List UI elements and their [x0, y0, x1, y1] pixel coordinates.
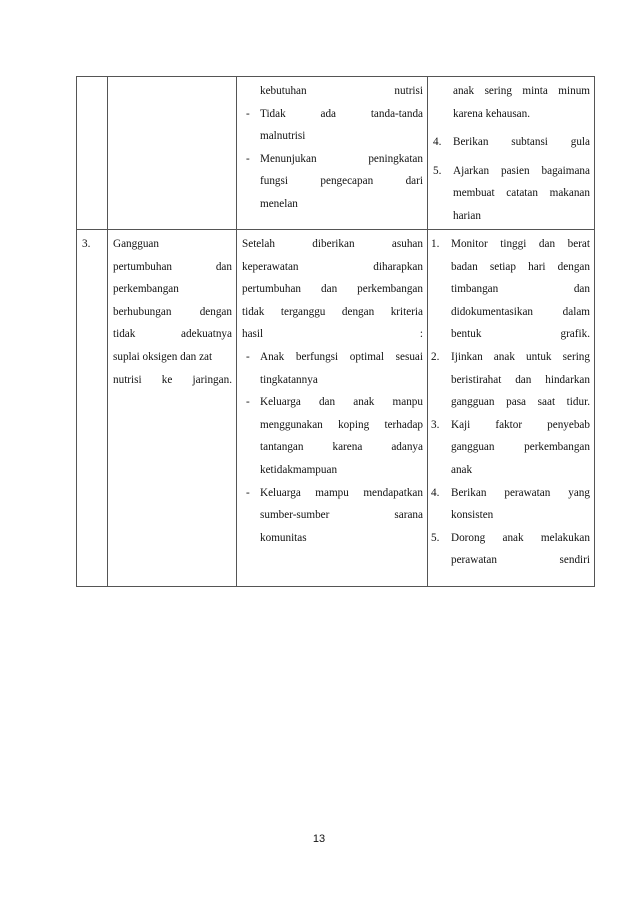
intervention-line [433, 80, 590, 103]
intervention-item [431, 346, 590, 414]
intervention-text: beristirahat dan hindarkan [451, 373, 590, 386]
outcome-line: pertumbuhan dan perkembangan [242, 283, 423, 296]
intervention-text: gangguan pasa saat tidur. [451, 396, 590, 409]
outcome-cell [237, 230, 428, 587]
intervention-text: Monitor tinggi dan berat [451, 238, 590, 250]
intervention-text: anak [451, 463, 473, 476]
outcome-criterion-line: ketidakmampuan [260, 463, 338, 476]
intervention-text: harian [453, 209, 481, 222]
outcome-line: keperawatan diharapkan [242, 260, 423, 273]
table-row [77, 77, 595, 230]
intervention-text: konsisten [451, 509, 494, 522]
outcome-cell [237, 77, 428, 230]
diagnosis-line: nutrisi ke jaringan. [113, 373, 232, 386]
diagnosis-line: pertumbuhan dan [113, 260, 232, 273]
diagnosis-line: tidak adekuatnya [113, 328, 232, 341]
intervention-text: timbangan dan [451, 283, 590, 296]
row-number: 3. [82, 238, 91, 250]
outcome-line: menelan [260, 197, 298, 210]
intervention-line [433, 182, 590, 205]
list-number: 5. [433, 164, 442, 177]
list-number: 1. [431, 238, 440, 250]
list-number: 4. [431, 486, 440, 499]
outcome-line: hasil : [242, 328, 423, 341]
intervention-line [433, 205, 590, 228]
intervention-item [431, 414, 590, 482]
intervention-text: gangguan perkembangan [451, 441, 590, 454]
intervention-text: badan setiap hari dengan [451, 260, 590, 273]
page-number: 13 [312, 833, 326, 845]
intervention-text: perawatan sendiri [451, 554, 590, 567]
intervention-text: Kaji faktor penyebab [451, 418, 590, 431]
outcome-line: kebutuhan nutrisi [260, 85, 423, 97]
diagnosis-line: Gangguan [113, 238, 159, 250]
outcome-line: fungsi pengecapan dari [260, 175, 423, 188]
list-number: 5. [431, 531, 440, 544]
intervention-text: bentuk grafik. [451, 328, 590, 341]
list-number: 4. [433, 136, 442, 149]
nursing-care-plan-table [76, 76, 595, 587]
intervention-text: Dorong anak melakukan [451, 531, 590, 544]
outcome-criterion-line: tingkatannya [260, 373, 318, 386]
number-cell [77, 230, 108, 587]
table-row [77, 230, 595, 587]
intervention-line [433, 103, 590, 126]
intervention-line [433, 160, 590, 183]
intervention-item [431, 482, 590, 527]
outcome-criterion-line: sumber-sumber sarana [260, 509, 423, 522]
diagnosis-line: suplai oksigen dan zat [113, 350, 213, 363]
outcome-line: - Menunjukan peningkatan [242, 148, 423, 171]
outcome-criterion-line: menggunakan koping terhadap [260, 418, 423, 431]
list-number: 3. [431, 418, 440, 431]
intervention-cell [428, 77, 595, 230]
outcome-criterion-line: - Anak berfungsi optimal sesuai [242, 346, 423, 369]
intervention-text: didokumentasikan dalam [451, 305, 590, 318]
outcome-criterion-line: tantangan karena adanya [260, 441, 423, 454]
intervention-text: Berikan subtansi gula [453, 136, 590, 149]
outcome-criterion-line: - Keluarga mampu mendapatkan [242, 482, 423, 505]
outcome-line: tidak terganggu dengan kriteria [242, 305, 423, 318]
outcome-criterion-line: - Keluarga dan anak manpu [242, 391, 423, 414]
diagnosis-cell [108, 77, 237, 230]
diagnosis-cell [108, 230, 237, 587]
outcome-line: malnutrisi [260, 130, 306, 143]
intervention-item [431, 233, 590, 346]
intervention-item [431, 527, 590, 572]
intervention-text: Ijinkan anak untuk sering [451, 350, 590, 363]
number-cell [77, 77, 108, 230]
diagnosis-line: perkembangan [113, 283, 179, 296]
outcome-criterion-line: komunitas [260, 531, 307, 544]
intervention-text: membuat catatan makanan [453, 187, 590, 200]
outcome-line: - Tidak ada tanda-tanda [242, 103, 423, 126]
intervention-text: Ajarkan pasien bagaimana [453, 164, 590, 177]
intervention-line [433, 131, 590, 154]
diagnosis-line: berhubungan dengan [113, 305, 232, 318]
outcome-line: Setelah diberikan asuhan [242, 238, 423, 250]
intervention-text: Berikan perawatan yang [451, 486, 590, 499]
intervention-text: karena kehausan. [453, 107, 531, 120]
list-number: 2. [431, 350, 440, 363]
intervention-text: anak sering minta minum [453, 85, 590, 97]
intervention-cell [428, 230, 595, 587]
